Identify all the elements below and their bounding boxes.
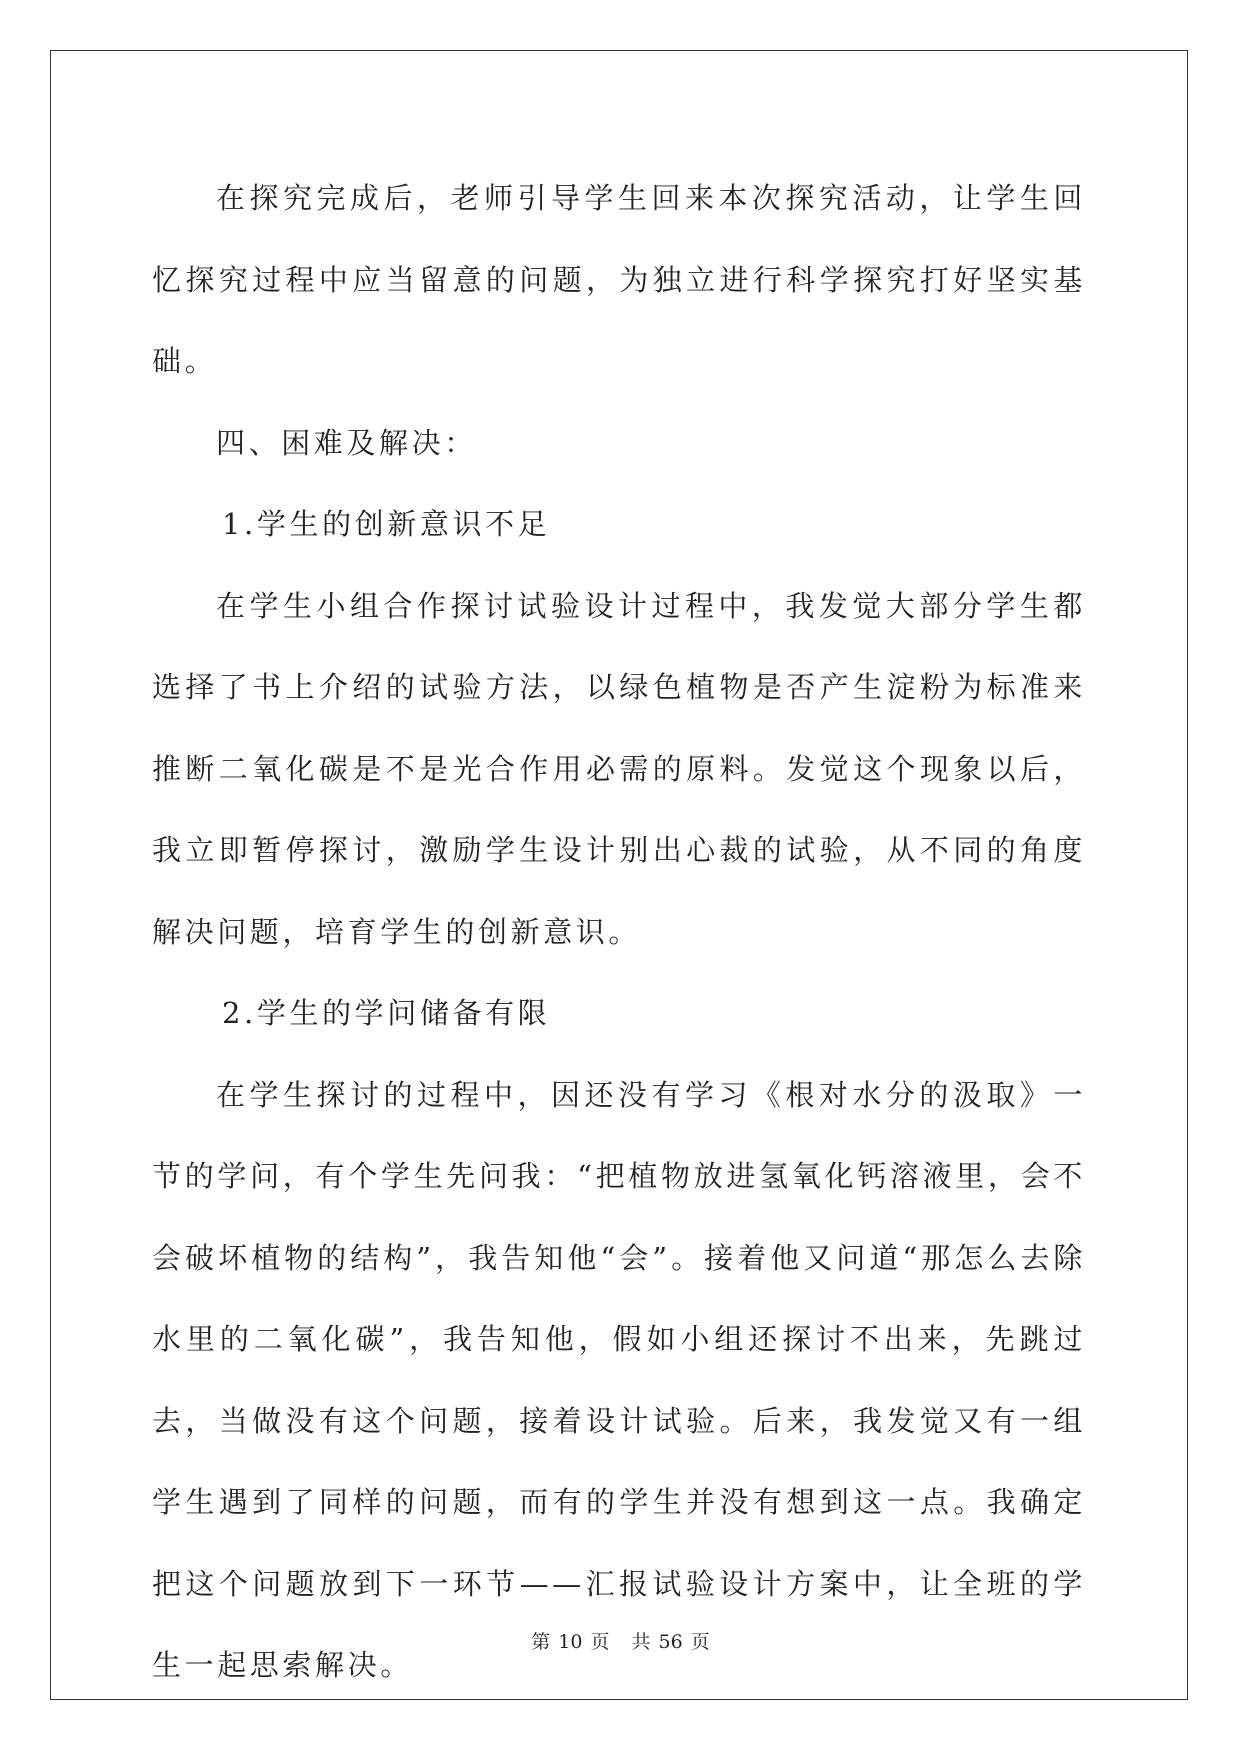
- section-heading-difficulties: 四、困难及解决：: [216, 425, 477, 460]
- total-pages-number: 56: [658, 1631, 683, 1653]
- total-label-suffix: 页: [690, 1631, 710, 1653]
- page-number: [527, 1631, 613, 1653]
- page-label-prefix: 第: [531, 1631, 551, 1653]
- subheading-innovation: 1.学生的创新意识不足: [222, 507, 551, 541]
- page-total: [628, 1631, 714, 1653]
- current-page-number: 10: [558, 1631, 583, 1653]
- subheading-knowledge: 2.学生的学问储备有限: [222, 996, 551, 1030]
- document-body: [152, 158, 1086, 1707]
- page-footer: [0, 1627, 1241, 1654]
- paragraph-innovation: 在学生小组合作探讨试验设计过程中，我发觉大部分学生都选择了书上介绍的试验方法，以绿色植物是否产生淀粉为标准来推断二氧化碳是不是光合作用必需的原料。发觉这个现象以后，我立即暂停探讨，激励学生设计别出心裁的试验，从不同的角度解决问题，培育学生的创新意识。: [152, 588, 1086, 949]
- paragraph-inquiry-review: 在探究完成后，老师引导学生回来本次探究活动，让学生回忆探究过程中应当留意的问题，为独立进行科学探究打好坚实基础。: [152, 181, 1086, 378]
- total-label-prefix: 共: [631, 1631, 651, 1653]
- page-label-suffix: 页: [590, 1631, 610, 1653]
- paragraph-knowledge: 在学生探讨的过程中，因还没有学习《根对水分的汲取》一节的学问，有个学生先问我：“把植物放进氢氧化钙溶液里，会不会破坏植物的结构”，我告知他“会”。接着他又问道“那怎么去除水里的二氧化碳”，我告知他，假如小组还探讨不出来，先跳过去，当做没有这个问题，接着设计试验。后来，我发觉又有一组学生遇到了同样的问题，而有的学生并没有想到这一点。我确定把这个问题放到下一环节——汇报试验设计方案中，让全班的学生一起思索解决。: [152, 1077, 1086, 1682]
